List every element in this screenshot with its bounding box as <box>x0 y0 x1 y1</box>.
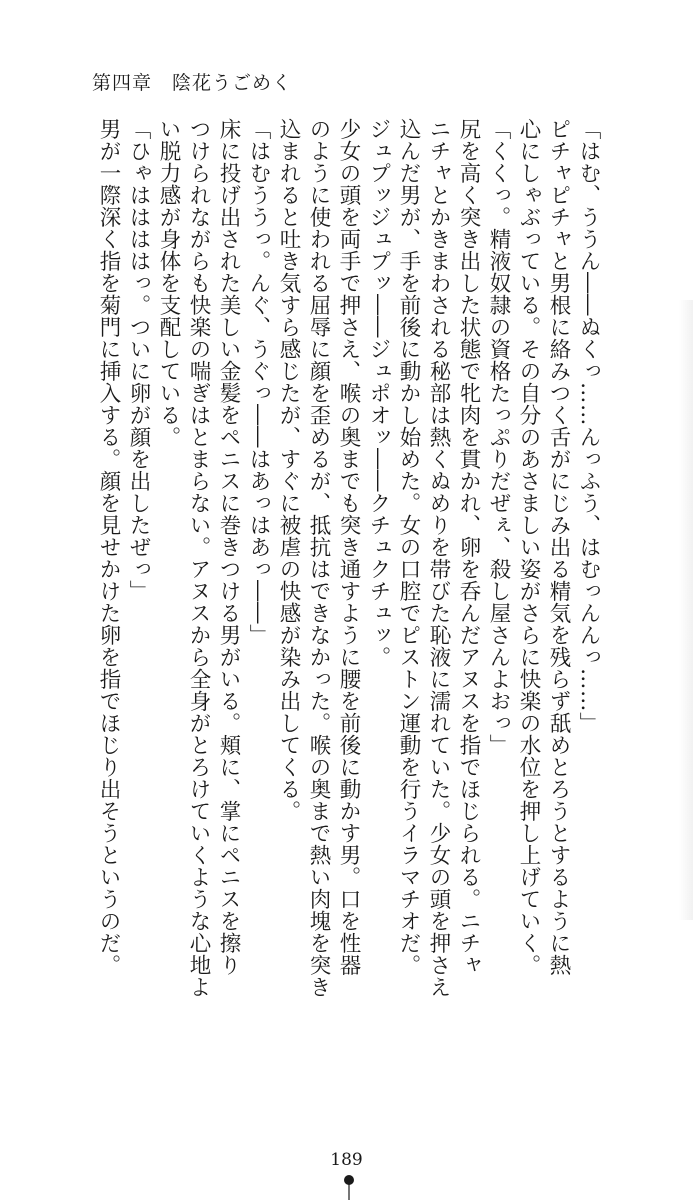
text-line: 少女の頭を両手で押さえ、喉の奥までも突き通すように腰を前後に動かす男。口を性器 <box>336 118 361 976</box>
text-line: い脱力感が身体を支配している。 <box>156 118 181 448</box>
text-line: 込まれると吐き気すら感じたが、すぐに被虐の快感が染み出してくる。 <box>276 118 301 822</box>
text-line: 床に投げ出された美しい金髪をペニスに巻きつける男がいる。頬に、掌にペニスを擦り <box>216 118 241 976</box>
text-line: 尻を高く突き出した状態で牝肉を貫かれ、卵を呑んだアヌスを指でほじられる。ニチャ <box>456 118 481 976</box>
text-line: つけられながらも快楽の喘ぎはとまらない。アヌスから全身がとろけていくような心地よ <box>186 118 211 998</box>
text-line: ニチャとかきまわされる秘部は熱くぬめりを帯びた恥液に濡れていた。少女の頭を押さえ <box>426 118 451 998</box>
text-line: 込んだ男が、手を前後に動かし始めた。女の口腔でピストン運動を行うイラマチオだ。 <box>396 118 421 976</box>
text-line: ピチャピチャと男根に絡みつく舌がにじみ出る精気を残らず舐めとろうとするように熱 <box>546 118 571 976</box>
text-line: のように使われる屈辱に顔を歪めるが、抵抗はできなかった。喉の奥まで熱い肉塊を突き <box>306 118 331 998</box>
text-line: 「ひゃははははっ。ついに卵が顔を出したぜっ」 <box>126 118 151 602</box>
text-line: 「はむ、ううん――ぬくっ……んっふう、はむっんんっ……」 <box>576 118 601 734</box>
text-line: ジュプッジュプッ――ジュポオッ――クチュクチュッ。 <box>366 118 391 668</box>
text-line: 男が一際深く指を菊門に挿入する。顔を見せかけた卵を指でほじり出そうというのだ。 <box>96 118 121 976</box>
body-text <box>93 118 603 1018</box>
text-line: 心にしゃぶっている。その自分のあさましい姿がさらに快楽の水位を押し上げていく。 <box>516 118 541 976</box>
scan-edge-shadow <box>679 300 693 920</box>
text-line: 「はむううっ。んぐ、うぐっ――はあっはあっ――」 <box>246 118 271 646</box>
running-head: 第四章 陰花うごめく <box>92 72 293 94</box>
text-line: 「くくっ。精液奴隷の資格たっぷりだぜぇ、殺し屋さんよおっ」 <box>486 118 511 756</box>
page-marker-icon <box>343 1174 355 1200</box>
page-number: 189 <box>330 1150 363 1170</box>
